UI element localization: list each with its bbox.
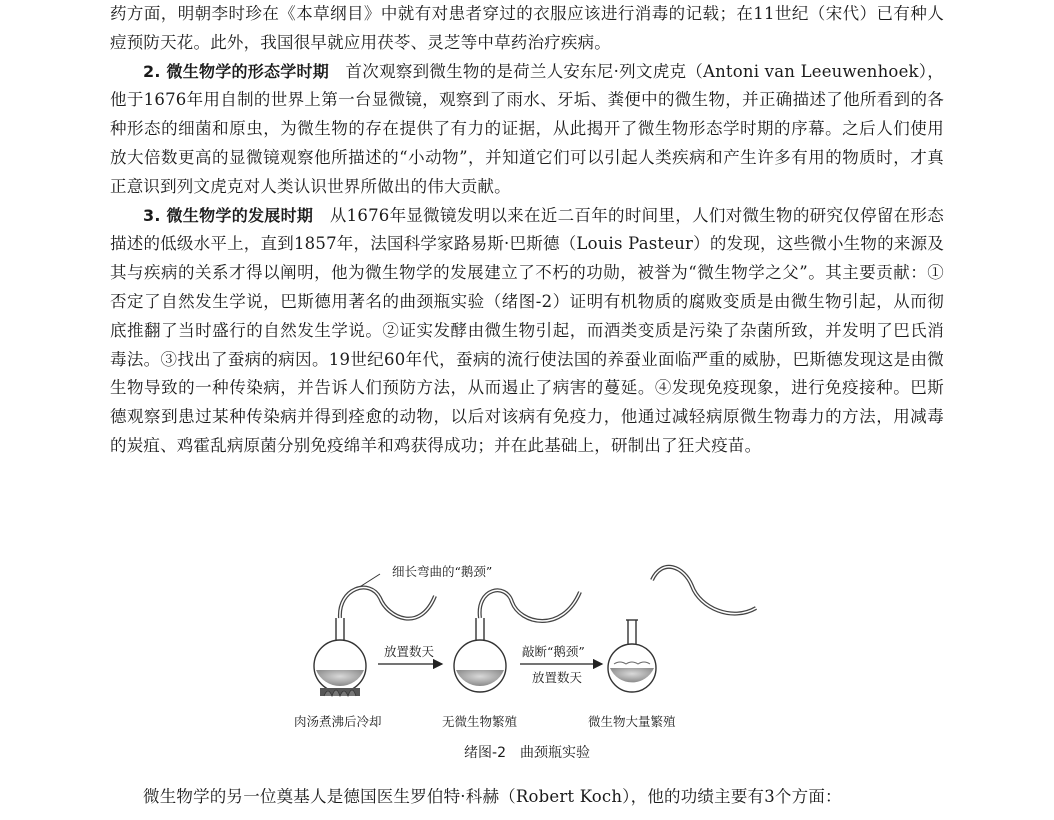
flask-2-label: 无微生物繁殖 [442,714,518,729]
arrow-1-label: 放置数天 [384,644,435,659]
section-2-text: 首次观察到微生物的是荷兰人安东尼·列文虎克（Antoni van Leeuwenhoek），他于1676年用自制的世界上第一台显微镜，观察到了雨水、牙垢、粪便中的微生物，并正确描述了他所看到的各种形态的细菌和原虫，为微生物的存在提供了有力的证据，从此揭开了微生物形态学时期的序幕。之后人们使用放大倍数更高的显微镜观察他所描述的“小动物”，并知道它们可以引起人类疾病和产生许多有用的物质时，才真正意识到列文虎克对人类认识世界所做出的伟大贡献。 [110,61,944,196]
section-3-paragraph [110,202,944,461]
figure-caption: 绪图-2 曲颈瓶实验 [464,745,590,761]
flask-3-label: 微生物大量繁殖 [588,714,676,729]
section-2-heading: 2. 微生物学的形态学时期 [143,61,330,81]
flask-1-label: 肉汤煮沸后冷却 [294,714,382,729]
section-3-heading: 3. 微生物学的发展时期 [143,205,314,225]
swan-neck-2 [480,590,580,621]
intro-paragraph: 药方面，明朝李时珍在《本草纲目》中就有对患者穿过的衣服应该进行消毒的记载；在11世纪（宋代）已有种人痘预防天花。此外，我国很早就应用茯苓、灵芝等中草药治疗疾病。 [110,4,944,52]
closing-paragraph: 微生物学的另一位奠基人是德国医生罗伯特·科赫（Robert Koch），他的功绩主要有3个方面： [143,787,842,806]
section-2-paragraph [110,58,944,202]
swan-neck-1 [340,588,435,619]
arrow-2-label-bottom: 放置数天 [532,670,583,685]
flask-3 [608,620,656,692]
neck-label: 细长弯曲的“鹅颈” [392,564,493,579]
section-3-text: 从1676年显微镜发明以来在近二百年的时间里，人们对微生物的研究仅停留在形态描述的低级水平上，直到1857年，法国科学家路易斯·巴斯德（Louis Pasteur）的发现，这些微小生物的来源及其与疾病的关系才得以阐明，他为微生物学的发展建立了不朽的功勋，被誉为“微生物学之父”。其主要贡献：①否定了自然发生学说，巴斯德用著名的曲颈瓶实验（绪图-2）证明有机物质的腐败变质是由微生物引起，从而彻底推翻了当时盛行的自然发生学说。②证实发酵由微生物引起，而酒类变质是污染了杂菌所致，并发明了巴氏消毒法。③找出了蚕病的病因。19世纪60年代，蚕病的流行使法国的养蚕业面临严重的威胁，巴斯德发现这是由微生物导致的一种传染病，并告诉人们预防方法，从而遏止了病害的蔓延。④发现免疫现象，进行免疫接种。巴斯德观察到患过某种传染病并得到痊愈的动物，以后对该病有免疫力，他通过减轻病原微生物毒力的方法，用减毒的炭疽、鸡霍乱病原菌分别免疫绵羊和鸡获得成功；并在此基础上，研制出了狂犬疫苗。 [110,205,944,455]
closing-block [110,783,944,812]
document-body [110,0,944,461]
detached-swan-neck [652,567,756,614]
arrow-2-label-top: 敲断“鹅颈” [522,644,585,659]
